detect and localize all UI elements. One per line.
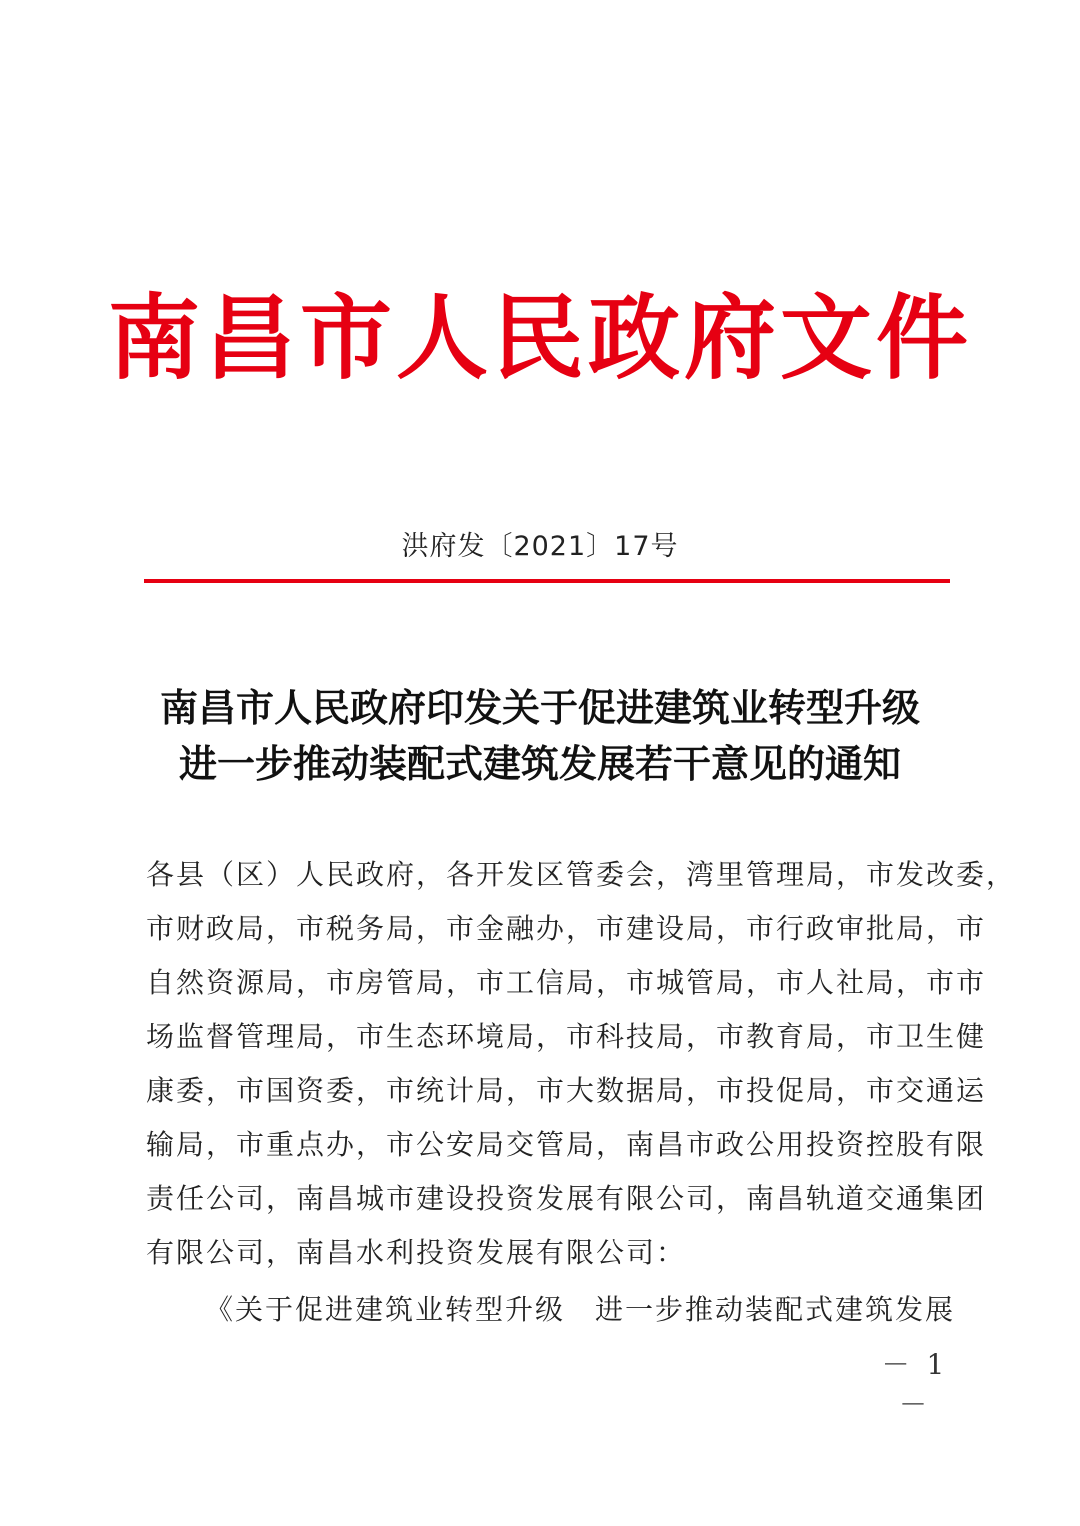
document-title bbox=[120, 680, 960, 792]
recipients-paragraph bbox=[146, 848, 1017, 1280]
page-number: － 1 － bbox=[881, 1348, 949, 1421]
recipients-line: 有限公司，南昌水利投资发展有限公司： bbox=[146, 1236, 687, 1269]
document-number: 洪府发〔2021〕17号 bbox=[401, 531, 679, 562]
body-paragraph-first-line: 《关于促进建筑业转型升级 进一步推动装配式建筑发展 bbox=[205, 1293, 956, 1326]
recipients-line: 康委，市国资委，市统计局，市大数据局，市投促局，市交通运 bbox=[146, 1074, 987, 1107]
recipients-line: 场监督管理局，市生态环境局，市科技局，市教育局，市卫生健 bbox=[146, 1020, 987, 1053]
recipients-line: 市财政局，市税务局，市金融办，市建设局，市行政审批局，市 bbox=[146, 912, 987, 945]
red-separator-rule bbox=[144, 579, 950, 583]
document-header-title: 南昌市人民政府文件 bbox=[107, 284, 972, 392]
recipients-line: 各县（区）人民政府，各开发区管委会，湾里管理局，市发改委， bbox=[146, 858, 1017, 891]
recipients-line: 责任公司，南昌城市建设投资发展有限公司，南昌轨道交通集团 bbox=[146, 1182, 987, 1215]
document-title-line: 进一步推动装配式建筑发展若干意见的通知 bbox=[178, 741, 901, 786]
recipients-line: 自然资源局，市房管局，市工信局，市城管局，市人社局，市市 bbox=[146, 966, 987, 999]
document-title-line: 南昌市人民政府印发关于促进建筑业转型升级 bbox=[159, 685, 920, 730]
recipients-line: 输局，市重点办，市公安局交管局，南昌市政公用投资控股有限 bbox=[146, 1128, 987, 1161]
